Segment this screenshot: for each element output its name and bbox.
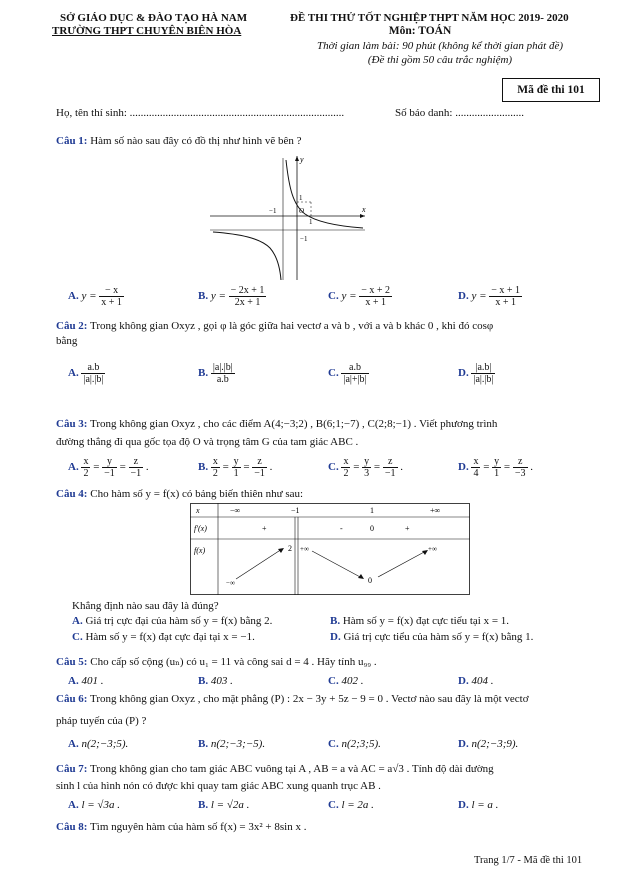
q7-option-text: l = a . bbox=[468, 799, 499, 811]
q6-option-1[interactable] bbox=[198, 738, 265, 750]
q7-option-text: l = √2a . bbox=[208, 799, 250, 811]
school-name: TRƯỜNG THPT CHUYÊN BIÊN HÒA bbox=[52, 25, 242, 37]
q2-option-0[interactable] bbox=[68, 362, 105, 385]
q6-text: Trong không gian Oxyz , cho mặt phẳng (P) : 2x − 3y + 5z − 9 = 0 . Vectơ nào sau đây là một vectơ bbox=[90, 693, 529, 705]
q6-option-letter: A. bbox=[68, 738, 79, 750]
q3-option-frac-a-num: x bbox=[343, 456, 349, 467]
q3-option-frac-b bbox=[362, 456, 371, 479]
q2-option-frac-num: |a.b| bbox=[471, 362, 495, 374]
q5-label: Câu 5: bbox=[56, 656, 88, 668]
q3-label: Câu 3: bbox=[56, 418, 88, 430]
graph-one-y: 1 bbox=[299, 194, 303, 202]
q1-option-letter: A. bbox=[68, 290, 79, 303]
table-x-val-1: −1 bbox=[291, 506, 300, 515]
q4-option-2[interactable] bbox=[72, 631, 255, 643]
q3-option-2[interactable]: C. $\frac{x}{2}$ = $\frac{y}{3}$ = $\frac{z}{-1}$ . bbox=[328, 456, 404, 479]
q7-option-1[interactable] bbox=[198, 799, 249, 811]
q4-option-0[interactable] bbox=[72, 615, 272, 627]
q2-option-frac-den: |a|+|b| bbox=[343, 374, 367, 385]
q2-option-frac-num: a.b bbox=[341, 362, 368, 374]
q7-option-0[interactable] bbox=[68, 799, 120, 811]
graph-y-label: y bbox=[300, 155, 304, 164]
q3-option-frac-a-den: 2 bbox=[83, 468, 89, 479]
graph-neg-one-x: −1 bbox=[269, 207, 277, 215]
q2-option-1[interactable] bbox=[198, 362, 235, 385]
graph-x-label: x bbox=[362, 205, 366, 214]
q3-option-frac-c bbox=[252, 456, 267, 479]
q5-option-text: 403 . bbox=[208, 675, 233, 687]
q7-label: Câu 7: bbox=[56, 763, 88, 775]
q2-text: Trong không gian Oxyz , gọi φ là góc giữa hai vectơ a và b , với a và b khác 0 , khi đó cosφ bbox=[90, 320, 494, 332]
q3-option-frac-b-den: −1 bbox=[104, 468, 115, 479]
q2-label: Câu 2: bbox=[56, 320, 88, 332]
q1-option-pre: y = bbox=[468, 290, 490, 303]
q5-option-1[interactable] bbox=[198, 675, 233, 687]
q8-text: Tìm nguyên hàm của hàm số f(x) = 3x² + 8sin x . bbox=[90, 821, 307, 833]
q2-option-frac bbox=[341, 362, 368, 385]
table-f-label: f(x) bbox=[194, 546, 206, 555]
q4-statement: Khẳng định nào sau đây là đúng? bbox=[72, 600, 219, 612]
q5-option-text: 404 . bbox=[468, 675, 494, 687]
q1-option-pre: y = bbox=[78, 290, 100, 303]
q1-text: Hàm số nào sau đây có đồ thị như hình vẽ bên ? bbox=[90, 135, 302, 147]
q6-option-0[interactable] bbox=[68, 738, 128, 750]
q6-text-2: pháp tuyến của (P) ? bbox=[56, 715, 147, 727]
q7-option-text: l = √3a . bbox=[78, 799, 120, 811]
dept-name: SỞ GIÁO DỤC & ĐÀO TẠO HÀ NAM bbox=[60, 12, 248, 24]
q7-option-letter: C. bbox=[328, 799, 339, 811]
q1-option-frac-num: − x + 2 bbox=[361, 285, 391, 296]
q4-option-text: Giá trị cực đại của hàm số y = f(x) bằng 2. bbox=[82, 615, 273, 627]
table-x-val-2: 1 bbox=[370, 506, 374, 515]
q3-option-frac-a-num: x bbox=[212, 456, 218, 467]
q4-option-letter: D. bbox=[330, 631, 341, 643]
q3-option-frac-c-num: z bbox=[129, 456, 144, 468]
q1-option-frac-num: − x + 1 bbox=[491, 285, 521, 296]
exam-code-box: Mã đề thi 101 bbox=[502, 78, 600, 102]
table-fp-sign-3: + bbox=[405, 524, 410, 533]
q3-option-frac-b bbox=[492, 456, 501, 479]
q1-option-frac-den: x + 1 bbox=[495, 297, 516, 308]
q3-option-frac-b-num: y bbox=[102, 456, 117, 468]
q7-option-3[interactable] bbox=[458, 799, 498, 811]
q6-option-letter: D. bbox=[458, 738, 469, 750]
q3-option-frac-c-num: z bbox=[252, 456, 267, 468]
q1-option-pre: y = bbox=[338, 290, 360, 303]
q1-option-frac-num: − 2x + 1 bbox=[230, 285, 265, 296]
table-f-val-4: +∞ bbox=[428, 545, 437, 553]
q3-option-frac-a bbox=[211, 456, 220, 479]
q1-option-frac-num: − x bbox=[99, 285, 124, 297]
q1-option-letter: C. bbox=[328, 290, 339, 303]
q5-text: Cho cấp số cộng (uₙ) có u₁ = 11 và công sai d = 4 . Hãy tính u₉₉ . bbox=[90, 656, 377, 668]
exam-title: ĐỀ THI THỬ TỐT NGHIỆP THPT NĂM HỌC 2019- 2020 bbox=[290, 12, 569, 24]
q1-option-frac-den: x + 1 bbox=[365, 297, 386, 308]
q3-option-frac-a-den: 2 bbox=[343, 468, 349, 479]
q3-option-frac-c-num: z bbox=[513, 456, 528, 468]
table-x-label: x bbox=[196, 506, 200, 515]
q7-text-2: sinh l của hình nón có được khi quay tam giác ABC xung quanh trục AB . bbox=[56, 780, 381, 792]
student-id-field[interactable]: Số báo danh: ......................... bbox=[395, 107, 524, 119]
q1-option-pre: y = bbox=[208, 290, 229, 303]
table-f-val-0: 2 bbox=[288, 544, 292, 553]
q3-option-frac-a bbox=[81, 456, 90, 479]
subject: Môn: TOÁN bbox=[388, 25, 452, 37]
q3-option-0[interactable]: A. $\frac{x}{2}$ = $\frac{y}{-1}$ = $\frac{z}{-1}$ . bbox=[68, 456, 149, 479]
q2-option-frac-num: a.b bbox=[81, 362, 105, 374]
q1-label: Câu 1: bbox=[56, 135, 88, 147]
q3-option-letter: B. bbox=[198, 461, 209, 474]
q1-option-frac bbox=[99, 285, 124, 308]
q3-option-frac-c-num: z bbox=[383, 456, 398, 468]
q3-option-frac-a-den: 2 bbox=[212, 468, 218, 479]
q7-option-letter: B. bbox=[198, 799, 209, 811]
q3-option-frac-a bbox=[471, 456, 480, 479]
q3-option-frac-b-den: 1 bbox=[233, 468, 239, 479]
q1-option-3[interactable] bbox=[458, 285, 522, 308]
q4-label: Câu 4: bbox=[56, 488, 88, 500]
q3-option-frac-c-den: −1 bbox=[130, 468, 142, 479]
q4-option-text: Giá trị cực tiểu của hàm số y = f(x) bằng 1. bbox=[340, 631, 534, 643]
q8-label: Câu 8: bbox=[56, 821, 88, 833]
q3-option-frac-c bbox=[129, 456, 144, 479]
q2-option-frac-den: |a|.|b| bbox=[473, 374, 494, 385]
table-fp-label: f′(x) bbox=[194, 524, 207, 533]
q3-text-2: đường thẳng đi qua gốc tọa độ O và trọng tâm G của tam giác ABC . bbox=[56, 436, 359, 448]
q3-option-frac-b-num: y bbox=[494, 456, 500, 467]
q2-option-frac-num: |a|.|b| bbox=[212, 362, 233, 373]
q5-option-3[interactable] bbox=[458, 675, 493, 687]
q1-option-0[interactable] bbox=[68, 285, 124, 308]
graph-origin: O bbox=[299, 207, 305, 215]
q3-option-frac-c-den: −3 bbox=[514, 468, 526, 479]
q5-option-text: 401 . bbox=[78, 675, 104, 687]
q7-option-letter: D. bbox=[458, 799, 469, 811]
q6-option-3[interactable] bbox=[458, 738, 518, 750]
q5-option-letter: C. bbox=[328, 675, 339, 687]
q6-option-2[interactable] bbox=[328, 738, 381, 750]
q4-option-text: Hàm số y = f(x) đạt cực tiểu tại x = 1. bbox=[340, 615, 510, 627]
q1-option-frac-den: 2x + 1 bbox=[234, 297, 261, 308]
q1-option-2[interactable] bbox=[328, 285, 392, 308]
q7-option-2[interactable] bbox=[328, 799, 374, 811]
table-fp-sign-2: 0 bbox=[370, 524, 374, 533]
q2-text-2: bằng bbox=[56, 335, 78, 347]
table-f-val-2: −∞ bbox=[226, 579, 235, 587]
q6-option-text: n(2;3;5). bbox=[338, 738, 381, 750]
exam-time: Thời gian làm bài: 90 phút (không kể thời gian phát đề) bbox=[316, 40, 564, 52]
q1-option-frac-den: x + 1 bbox=[101, 297, 122, 308]
q5-option-letter: A. bbox=[68, 675, 79, 687]
q3-option-letter: C. bbox=[328, 461, 339, 474]
q3-option-frac-b bbox=[232, 456, 241, 479]
q2-option-letter: B. bbox=[198, 367, 209, 380]
q2-option-letter: D. bbox=[458, 367, 469, 380]
page-footer: Trang 1/7 - Mã đề thi 101 bbox=[474, 855, 583, 866]
q6-option-text: n(2;−3;5). bbox=[78, 738, 129, 750]
table-f-val-3: 0 bbox=[368, 576, 372, 585]
q3-option-frac-b-den: 1 bbox=[494, 468, 500, 479]
q1-option-frac bbox=[359, 285, 392, 308]
q2-option-3[interactable] bbox=[458, 362, 495, 385]
q4-option-letter: A. bbox=[72, 615, 83, 627]
q3-option-frac-a-num: x bbox=[83, 456, 89, 467]
q5-option-2[interactable] bbox=[328, 675, 363, 687]
q3-option-frac-b-den: 3 bbox=[364, 468, 370, 479]
q5-option-0[interactable] bbox=[68, 675, 103, 687]
q3-option-frac-a-den: 4 bbox=[473, 468, 479, 479]
q5-option-letter: B. bbox=[198, 675, 209, 687]
q2-option-2[interactable] bbox=[328, 362, 369, 385]
q7-option-text: l = 2a . bbox=[338, 799, 374, 811]
q3-option-3[interactable]: D. $\frac{x}{4}$ = $\frac{y}{1}$ = $\frac{z}{-3}$ . bbox=[458, 456, 534, 479]
q1-option-1[interactable] bbox=[198, 285, 266, 308]
q2-option-frac bbox=[81, 362, 105, 385]
q4-option-letter: B. bbox=[330, 615, 341, 627]
q3-option-frac-c bbox=[513, 456, 528, 479]
q2-option-frac bbox=[211, 362, 235, 385]
q6-option-letter: B. bbox=[198, 738, 209, 750]
q6-option-text: n(2;−3;9). bbox=[468, 738, 519, 750]
table-f-val-1: +∞ bbox=[300, 545, 309, 553]
q3-option-letter: D. bbox=[458, 461, 469, 474]
q4-option-1[interactable] bbox=[330, 615, 509, 627]
table-x-val-0: −∞ bbox=[230, 506, 241, 515]
q3-text: Trong không gian Oxyz , cho các điểm A(4;−3;2) , B(6;1;−7) , C(2;8;−1) . Viết phương trình bbox=[90, 418, 498, 430]
q5-option-letter: D. bbox=[458, 675, 469, 687]
q4-option-letter: C. bbox=[72, 631, 83, 643]
q3-option-frac-c-den: −1 bbox=[384, 468, 396, 479]
q6-option-text: n(2;−3;−5). bbox=[208, 738, 266, 750]
q3-option-frac-a-num: x bbox=[473, 456, 479, 467]
student-name-field[interactable]: Họ, tên thí sinh: .............................................................................. bbox=[56, 107, 345, 119]
q3-option-frac-b-num: y bbox=[364, 456, 370, 467]
q2-option-letter: A. bbox=[68, 367, 79, 380]
q3-option-frac-b-num: y bbox=[233, 456, 239, 467]
q4-option-text: Hàm số y = f(x) đạt cực đại tại x = −1. bbox=[82, 631, 255, 643]
q2-option-frac-den: a.b bbox=[216, 374, 229, 385]
q7-option-letter: A. bbox=[68, 799, 79, 811]
q6-label: Câu 6: bbox=[56, 693, 88, 705]
q1-option-frac bbox=[489, 285, 522, 308]
graph-one-x: 1 bbox=[309, 218, 313, 226]
question-count: (Đề thi gồm 50 câu trắc nghiệm) bbox=[367, 54, 513, 66]
q2-option-frac-den: |a|.|b| bbox=[83, 374, 104, 385]
q3-option-1[interactable]: B. $\frac{x}{2}$ = $\frac{y}{1}$ = $\frac{z}{-1}$ . bbox=[198, 456, 273, 479]
table-fp-sign-0: + bbox=[262, 524, 267, 533]
q7-text: Trong không gian cho tam giác ABC vuông tại A , AB = a và AC = a√3 . Tính độ dài đường bbox=[90, 763, 494, 775]
q1-option-letter: B. bbox=[198, 290, 209, 303]
table-fp-sign-1: - bbox=[340, 524, 343, 533]
q2-option-frac bbox=[471, 362, 495, 385]
q6-option-letter: C. bbox=[328, 738, 339, 750]
q2-option-letter: C. bbox=[328, 367, 339, 380]
q3-option-letter: A. bbox=[68, 461, 79, 474]
q4-option-3[interactable] bbox=[330, 631, 533, 643]
graph-neg-one-y: −1 bbox=[300, 235, 308, 243]
q1-graph bbox=[205, 150, 370, 285]
q3-option-frac-c-den: −1 bbox=[254, 468, 265, 479]
q5-option-text: 402 . bbox=[338, 675, 364, 687]
table-x-val-3: +∞ bbox=[430, 506, 441, 515]
q3-option-frac-b bbox=[102, 456, 117, 479]
q3-option-frac-c bbox=[383, 456, 398, 479]
q4-text: Cho hàm số y = f(x) có bảng biến thiên như sau: bbox=[90, 488, 304, 500]
q1-option-frac bbox=[229, 285, 267, 308]
q3-option-frac-a bbox=[341, 456, 350, 479]
q1-option-letter: D. bbox=[458, 290, 469, 303]
q4-variation-table bbox=[190, 503, 470, 595]
